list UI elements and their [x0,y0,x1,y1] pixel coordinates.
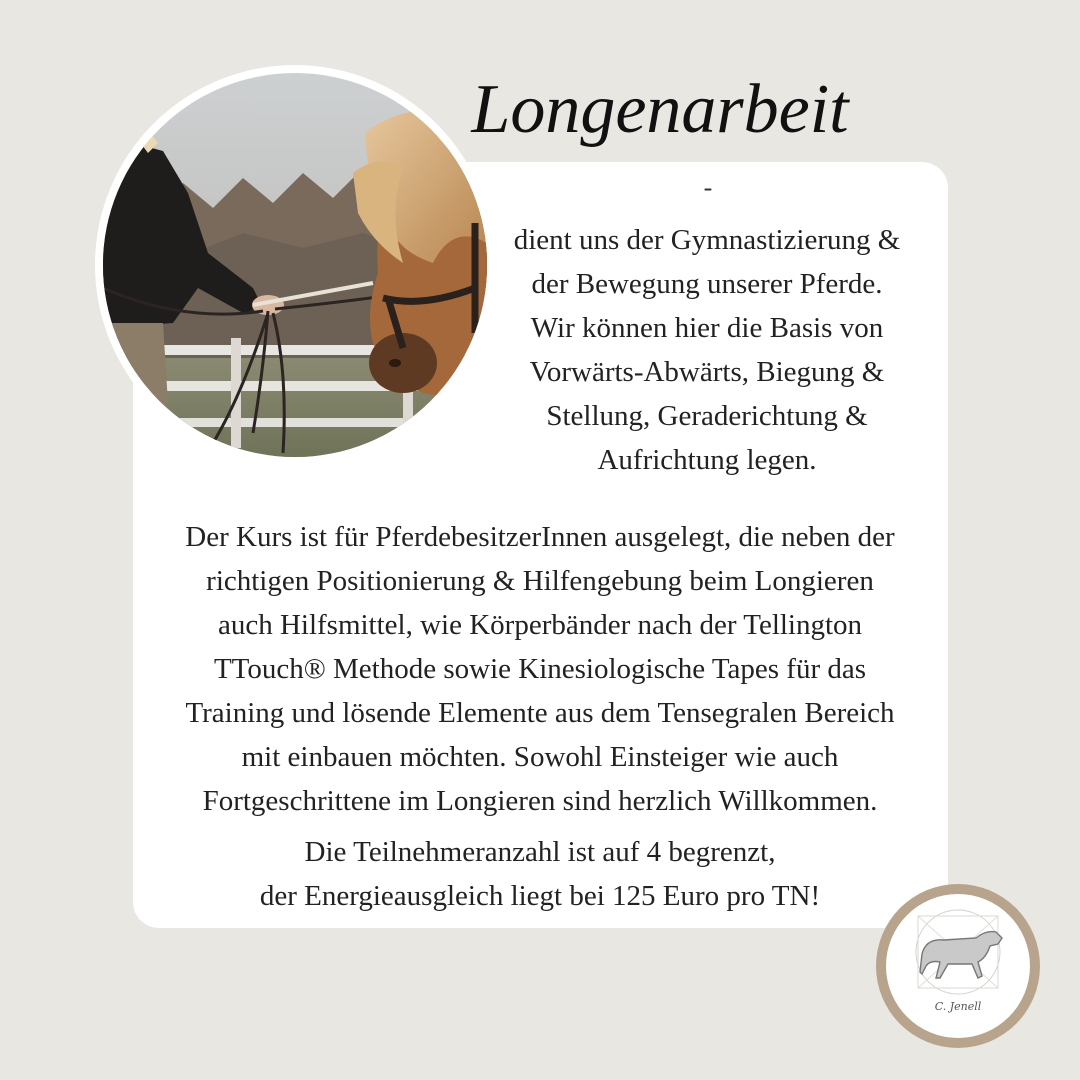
description-line: auch Hilfsmittel, wie Körperbänder nach der Tellington [217,609,863,641]
intro-text [488,218,926,482]
page-title: Longenarbeit [471,71,849,148]
description-line: Fortgeschrittene im Longieren sind herzlich Willkommen. [202,785,878,817]
description-line: richtigen Positionierung & Hilfengebung beim Longieren [206,565,874,597]
info-line: Die Teilnehmeranzahl ist auf 4 begrenzt, [304,836,776,868]
logo-signature: C. Jenell [934,1000,982,1013]
intro-line: der Bewegung unserer Pferde. [531,268,883,300]
description-line: Der Kurs ist für PferdebesitzerInnen ausgelegt, die neben der [185,521,895,553]
intro-line: Aufrichtung legen. [597,444,817,476]
horse-lunging-photo [103,73,487,457]
intro-line: dient uns der Gymnastizierung & [513,224,901,256]
description-line: mit einbauen möchten. Sowohl Einsteiger wie auch [241,741,839,773]
intro-line: Vorwärts-Abwärts, Biegung & [529,356,885,388]
info-line: der Energieausgleich liegt bei 125 Euro pro TN! [259,880,821,912]
intro-line: Stellung, Geraderichtung & [546,400,868,432]
description-line: Training und lösende Elemente aus dem Tensegralen Bereich [185,697,895,729]
course-description [140,515,940,823]
horse-logo-icon [886,894,1030,1038]
course-info [140,830,940,918]
intro-line: Wir können hier die Basis von [530,312,884,344]
horse-photo-illustration [103,73,487,457]
title-separator: - [703,173,713,202]
description-line: TTouch® Methode sowie Kinesiologische Tapes für das [213,653,867,685]
logo-badge [886,894,1030,1038]
